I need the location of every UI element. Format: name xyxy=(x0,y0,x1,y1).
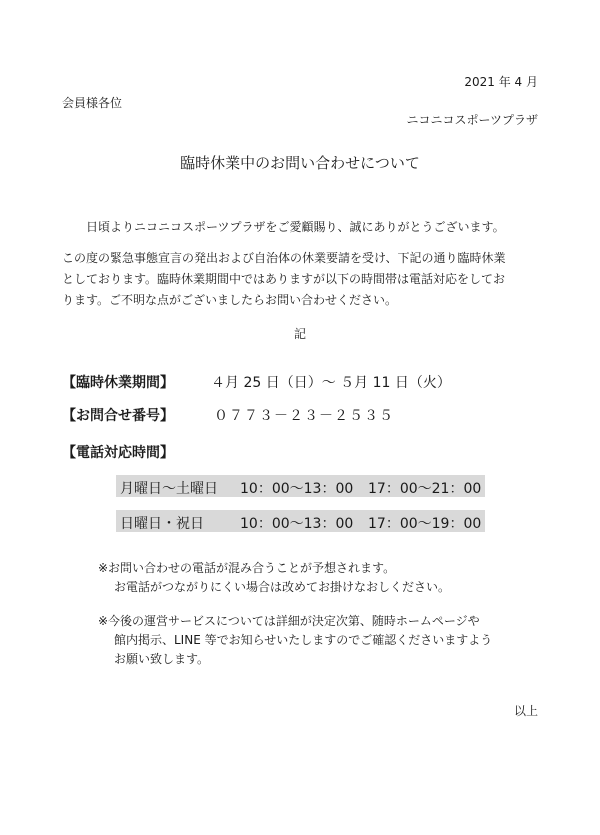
recipient: 会員様各位 xyxy=(62,96,123,110)
note-line: お電話がつながりにくい場合は改めてお掛けなおしください。 xyxy=(114,580,451,594)
contact-number-label: 【お問合せ番号】 xyxy=(62,408,174,424)
ki-heading: 記 xyxy=(293,327,306,341)
hours-row-weekday xyxy=(116,475,485,497)
hours-evening: 17：00～21：00 xyxy=(368,481,482,497)
body-line: この度の緊急事態宣言の発出および自治体の休業要請を受け、下記の通り臨時休業 xyxy=(62,251,506,265)
hours-days: 日曜日・祝日 xyxy=(120,516,204,532)
sender: ニコニコスポーツプラザ xyxy=(406,113,538,127)
page-title: 臨時休業中のお問い合わせについて xyxy=(180,154,420,172)
hours-morning: 10：00～13：00 xyxy=(240,516,354,532)
greeting: 日頃よりニコニコスポーツプラザをご愛顧賜り、誠にありがとうございます。 xyxy=(86,220,505,234)
closing-remark: 以上 xyxy=(513,704,538,718)
hours-evening: 17：00～19：00 xyxy=(368,516,482,532)
hours-row-holiday xyxy=(116,510,485,532)
closure-period-label: 【臨時休業期間】 xyxy=(62,375,174,391)
phone-hours-label: 【電話対応時間】 xyxy=(62,445,174,461)
body-line: ります。ご不明な点がございましたらお問い合わせください。 xyxy=(62,293,398,307)
issue-date: 2021 年 4 月 xyxy=(464,75,538,89)
hours-morning: 10：00～13：00 xyxy=(240,481,354,497)
note-line: お願い致します。 xyxy=(114,652,210,666)
note-line: ※お問い合わせの電話が混み合うことが予想されます。 xyxy=(98,561,396,575)
note-line: ※今後の運営サービスについては詳細が決定次第、随時ホームページや xyxy=(98,614,480,628)
hours-days: 月曜日～土曜日 xyxy=(120,481,218,497)
body-line: としております。臨時休業期間中ではありますが以下の時間帯は電話対応をしてお xyxy=(62,272,506,286)
closure-period-value: ４月 25 日（日）～ ５月 11 日（火） xyxy=(211,375,451,391)
contact-number-value: ０７７３－２３－２５３５ xyxy=(214,408,394,424)
note-line: 館内掲示、LINE 等でお知らせいたしますのでご確認くださいますよう xyxy=(114,633,493,647)
